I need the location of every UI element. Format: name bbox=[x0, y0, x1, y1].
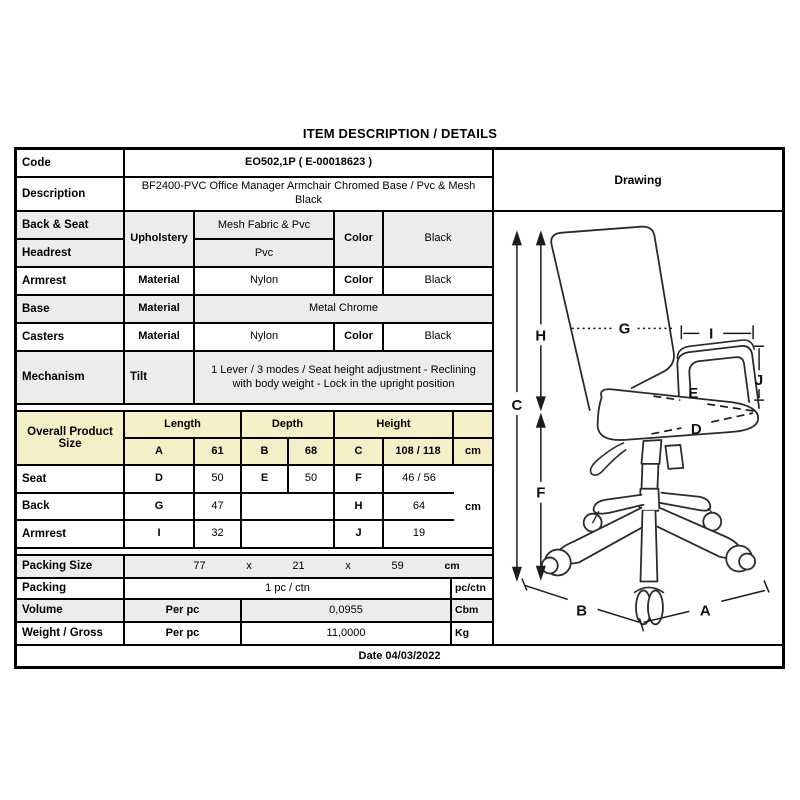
armrest-val-i: 32 bbox=[195, 521, 242, 547]
row-description bbox=[17, 178, 492, 212]
weight-value: 11,0000 bbox=[242, 623, 452, 644]
dim-label-i: I bbox=[709, 325, 714, 343]
mechanism-label: Mechanism bbox=[17, 352, 125, 403]
casters-color-label: Color bbox=[335, 324, 384, 350]
row-armrest bbox=[17, 268, 492, 296]
row-packing-size bbox=[17, 556, 492, 579]
base-sub: Material bbox=[125, 296, 195, 322]
size-val-b: 68 bbox=[289, 439, 335, 464]
size-key-b: B bbox=[242, 439, 289, 464]
dim-label-b: B bbox=[576, 602, 588, 620]
back-val-g: 47 bbox=[195, 494, 242, 520]
seat-key-e: E bbox=[242, 466, 289, 492]
armrest-sub: Material bbox=[125, 268, 195, 294]
office-chair-diagram-icon bbox=[494, 212, 782, 644]
weight-label: Weight / Gross bbox=[17, 623, 125, 644]
headrest-label: Headrest bbox=[22, 247, 72, 259]
volume-unit: Cbm bbox=[455, 603, 479, 616]
headrest-material: Pvc bbox=[254, 247, 274, 259]
size-val-a: 61 bbox=[195, 439, 242, 464]
volume-per: Per pc bbox=[125, 600, 242, 621]
height-header: Height bbox=[335, 412, 454, 437]
seat-val-f: 46 / 56 bbox=[402, 471, 436, 484]
upholstery-cell: Upholstery bbox=[125, 212, 195, 266]
row-size-armrest bbox=[17, 521, 454, 547]
dim-label-a: A bbox=[699, 602, 711, 620]
dim-label-j: J bbox=[754, 372, 764, 390]
casters-sub: Material bbox=[125, 324, 195, 350]
volume-value: 0,0955 bbox=[242, 600, 452, 621]
back-seat-label: Back & Seat bbox=[17, 212, 123, 240]
packing-label: Packing bbox=[17, 579, 125, 598]
packing-size-x1: x bbox=[246, 559, 252, 572]
packing-size-values bbox=[125, 556, 492, 577]
back-key-g: G bbox=[125, 494, 195, 520]
packing-size-x2: x bbox=[345, 559, 351, 572]
size-rows-band bbox=[17, 466, 492, 549]
mechanism-value: 1 Lever / 3 modes / Seat height adjustment - Reclining with body weight - Lock in the upright position bbox=[211, 363, 476, 390]
seat-val-d: 50 bbox=[195, 466, 242, 492]
packing-size-v3: 59 bbox=[391, 559, 404, 572]
dim-label-g: G bbox=[618, 320, 631, 338]
seat-key-f: F bbox=[335, 466, 384, 492]
band-back-seat-headrest bbox=[17, 212, 492, 268]
armrest-key-i: I bbox=[125, 521, 195, 547]
drawing-header: Drawing bbox=[494, 150, 782, 212]
row-base bbox=[17, 296, 492, 324]
casters-label: Casters bbox=[17, 324, 125, 350]
packing-unit: pc/ctn bbox=[455, 581, 486, 594]
back-seat-color-label: Color bbox=[335, 212, 384, 266]
base-material: Metal Chrome bbox=[308, 302, 379, 315]
weight-per: Per pc bbox=[125, 623, 242, 644]
dim-label-f: F bbox=[536, 484, 546, 502]
base-label: Base bbox=[17, 296, 125, 322]
packing-size-v2: 21 bbox=[292, 559, 305, 572]
armrest-material: Nylon bbox=[195, 268, 335, 294]
spec-table bbox=[17, 150, 494, 644]
size-key-c: C bbox=[335, 439, 384, 464]
size-key-a: A bbox=[125, 439, 195, 464]
row-mechanism bbox=[17, 352, 492, 405]
section-divider bbox=[17, 405, 492, 412]
dim-label-e: E bbox=[688, 385, 699, 403]
seat-label: Seat bbox=[17, 466, 125, 492]
dim-label-h: H bbox=[535, 327, 547, 345]
armrest-key-j: J bbox=[335, 521, 384, 547]
drawing-column bbox=[494, 150, 782, 644]
packing-size-label: Packing Size bbox=[17, 556, 125, 577]
overall-size-label: Overall Product Size bbox=[17, 412, 125, 464]
chair-drawing bbox=[494, 212, 782, 644]
casters-color-value: Black bbox=[424, 330, 452, 343]
size-header-band bbox=[17, 412, 492, 466]
date-value: Date 04/03/2022 bbox=[358, 650, 441, 662]
row-volume bbox=[17, 600, 492, 623]
spec-sheet bbox=[14, 147, 785, 669]
packing-size-v1: 77 bbox=[193, 559, 206, 572]
mechanism-sub: Tilt bbox=[125, 352, 195, 403]
back-seat-material: Mesh Fabric & Pvc bbox=[195, 212, 333, 240]
seat-key-d: D bbox=[125, 466, 195, 492]
row-size-back bbox=[17, 494, 454, 522]
armrest-label: Armrest bbox=[17, 268, 125, 294]
back-key-h: H bbox=[335, 494, 384, 520]
volume-label: Volume bbox=[17, 600, 125, 621]
size-unit-merged: cm bbox=[465, 500, 481, 513]
armrest-size-label: Armrest bbox=[17, 521, 125, 547]
length-header: Length bbox=[125, 412, 242, 437]
packing-size-unit: cm bbox=[444, 559, 460, 572]
row-weight bbox=[17, 623, 492, 644]
casters-material: Nylon bbox=[195, 324, 335, 350]
armrest-color-value: Black bbox=[424, 274, 452, 287]
code-value: EO502,1P ( E-00018623 ) bbox=[245, 156, 372, 169]
code-label: Code bbox=[17, 150, 125, 176]
unit-header-empty bbox=[454, 412, 492, 437]
armrest-color-label: Color bbox=[335, 268, 384, 294]
weight-unit: Kg bbox=[455, 626, 469, 639]
seat-val-e: 50 bbox=[289, 466, 335, 492]
row-casters bbox=[17, 324, 492, 352]
back-label: Back bbox=[17, 494, 125, 520]
description-label: Description bbox=[17, 178, 125, 210]
back-depth-empty bbox=[242, 494, 335, 520]
date-row bbox=[17, 644, 782, 666]
row-code bbox=[17, 150, 492, 178]
row-packing bbox=[17, 579, 492, 600]
row-size-seat bbox=[17, 466, 454, 494]
back-seat-color-value: Black bbox=[424, 232, 452, 245]
page-title: ITEM DESCRIPTION / DETAILS bbox=[302, 126, 498, 141]
section-divider-2 bbox=[17, 549, 492, 556]
description-value: BF2400-PVC Office Manager Armchair Chromed Base / Pvc & Mesh Black bbox=[141, 180, 476, 206]
packing-value: 1 pc / ctn bbox=[125, 579, 452, 598]
armrest-depth-empty bbox=[242, 521, 335, 547]
dim-label-c: C bbox=[511, 397, 523, 415]
size-val-c: 108 / 118 bbox=[384, 439, 454, 464]
back-val-h: 64 bbox=[412, 499, 426, 512]
size-unit-header: cm bbox=[465, 444, 481, 457]
armrest-val-j: 19 bbox=[412, 527, 426, 540]
dim-label-d: D bbox=[690, 420, 702, 438]
depth-header: Depth bbox=[242, 412, 335, 437]
